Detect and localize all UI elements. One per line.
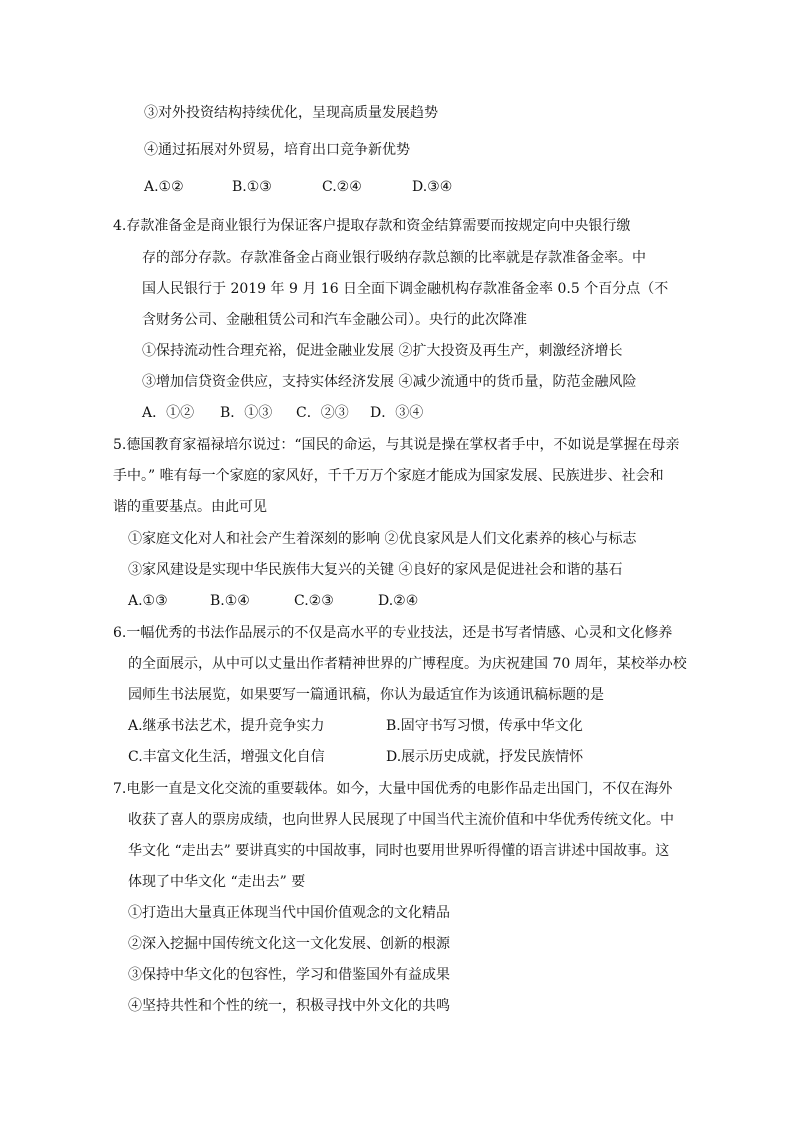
q3-option-a: A.①②	[144, 179, 184, 195]
q4-stem-line-4: 含财务公司、金融租赁公司和汽车金融公司）。央行的此次降准	[142, 312, 527, 328]
q7-item-1: ①打造出大量真正体现当代中国价值观念的文化精品	[128, 905, 450, 921]
q3-item-4: ④通过拓展对外贸易，培育出口竞争新优势	[144, 142, 410, 158]
q6-stem-line-1: 6.一幅优秀的书法作品展示的不仅是高水平的专业技法，还是书写者情感、心灵和文化修养	[113, 625, 673, 641]
q4-option-b: B．①③	[220, 405, 273, 421]
q7-stem-line-4: 体现了中华文化 “走出去” 要	[128, 874, 306, 890]
q5-stem-line-2: 手中。” 唯有每一个家庭的家风好，千千万万个家庭才能成为国家发展、民族进步、社会和	[113, 468, 664, 484]
q5-option-c: C.②③	[294, 593, 334, 609]
q7-item-2: ②深入挖掘中国传统文化这一文化发展、创新的根源	[128, 936, 450, 952]
q7-stem-line-1: 7.电影一直是文化交流的重要载体。如今，大量中国优秀的电影作品走出国门，不仅在海外	[113, 781, 673, 797]
q6-option-d: D.展示历史成就，抒发民族情怀	[386, 749, 584, 765]
q6-option-c: C.丰富文化生活，增强文化自信	[128, 749, 325, 765]
q4-items-line-2: ③增加信贷资金供应，支持实体经济发展 ④减少流通中的货币量，防范金融风险	[142, 374, 637, 390]
q7-stem-line-2: 收获了喜人的票房成绩，也向世界人民展现了中国当代主流价值和中华优秀传统文化。中	[128, 812, 674, 828]
q5-items-line-1: ①家庭文化对人和社会产生着深刻的影响 ②优良家风是人们文化素养的核心与标志	[128, 531, 637, 547]
q6-option-b: B.固守书写习惯，传承中华文化	[386, 718, 583, 734]
q6-stem-line-2: 的全面展示，从中可以丈量出作者精神世界的广博程度。为庆祝建国 70 周年，某校举办校	[128, 656, 687, 672]
q4-items-line-1: ①保持流动性合理充裕，促进金融业发展 ②扩大投资及再生产，刺激经济增长	[142, 343, 623, 359]
q4-option-c: C．②③	[296, 405, 349, 421]
q5-option-a: A.①③	[128, 593, 168, 609]
q3-item-3: ③对外投资结构持续优化，呈现高质量发展趋势	[144, 105, 438, 121]
q4-option-d: D．③④	[370, 405, 424, 421]
q7-item-3: ③保持中华文化的包容性，学习和借鉴国外有益成果	[128, 967, 450, 983]
q7-stem-line-3: 华文化 “走出去” 要讲真实的中国故事，同时也要用世界听得懂的语言讲述中国故事。这	[128, 843, 670, 859]
q3-option-c: C.②④	[322, 179, 362, 195]
q4-stem-line-2: 存的部分存款。存款准备金占商业银行吸纳存款总额的比率就是存款准备金率。中	[142, 250, 646, 266]
q6-stem-line-3: 园师生书法展览，如果要写一篇通讯稿，你认为最适宜作为该通讯稿标题的是	[128, 687, 604, 703]
q5-option-d: D.②④	[378, 593, 419, 609]
q7-item-4: ④坚持共性和个性的统一，积极寻找中外文化的共鸣	[128, 998, 450, 1014]
q6-option-a: A.继承书法艺术，提升竞争实力	[128, 718, 325, 734]
q3-option-d: D.③④	[412, 179, 453, 195]
q3-option-b: B.①③	[232, 179, 272, 195]
q5-option-b: B.①④	[210, 593, 250, 609]
q5-items-line-2: ③家风建设是实现中华民族伟大复兴的关键 ④良好的家风是促进社会和谐的基石	[128, 562, 623, 578]
q4-stem-line-1: 4.存款准备金是商业银行为保证客户提取存款和资金结算需要而按规定向中央银行缴	[113, 218, 631, 234]
q4-option-a: A．①②	[142, 405, 195, 421]
q4-stem-line-3: 国人民银行于 2019 年 9 月 16 日全面下调金融机构存款准备金率 0.5 个百分点（不	[142, 281, 669, 297]
q5-stem-line-3: 谐的重要基点。由此可见	[113, 499, 267, 515]
q5-stem-line-1: 5.德国教育家福禄培尔说过：“国民的命运，与其说是操在掌权者手中，不如说是掌握在母亲	[113, 437, 680, 453]
